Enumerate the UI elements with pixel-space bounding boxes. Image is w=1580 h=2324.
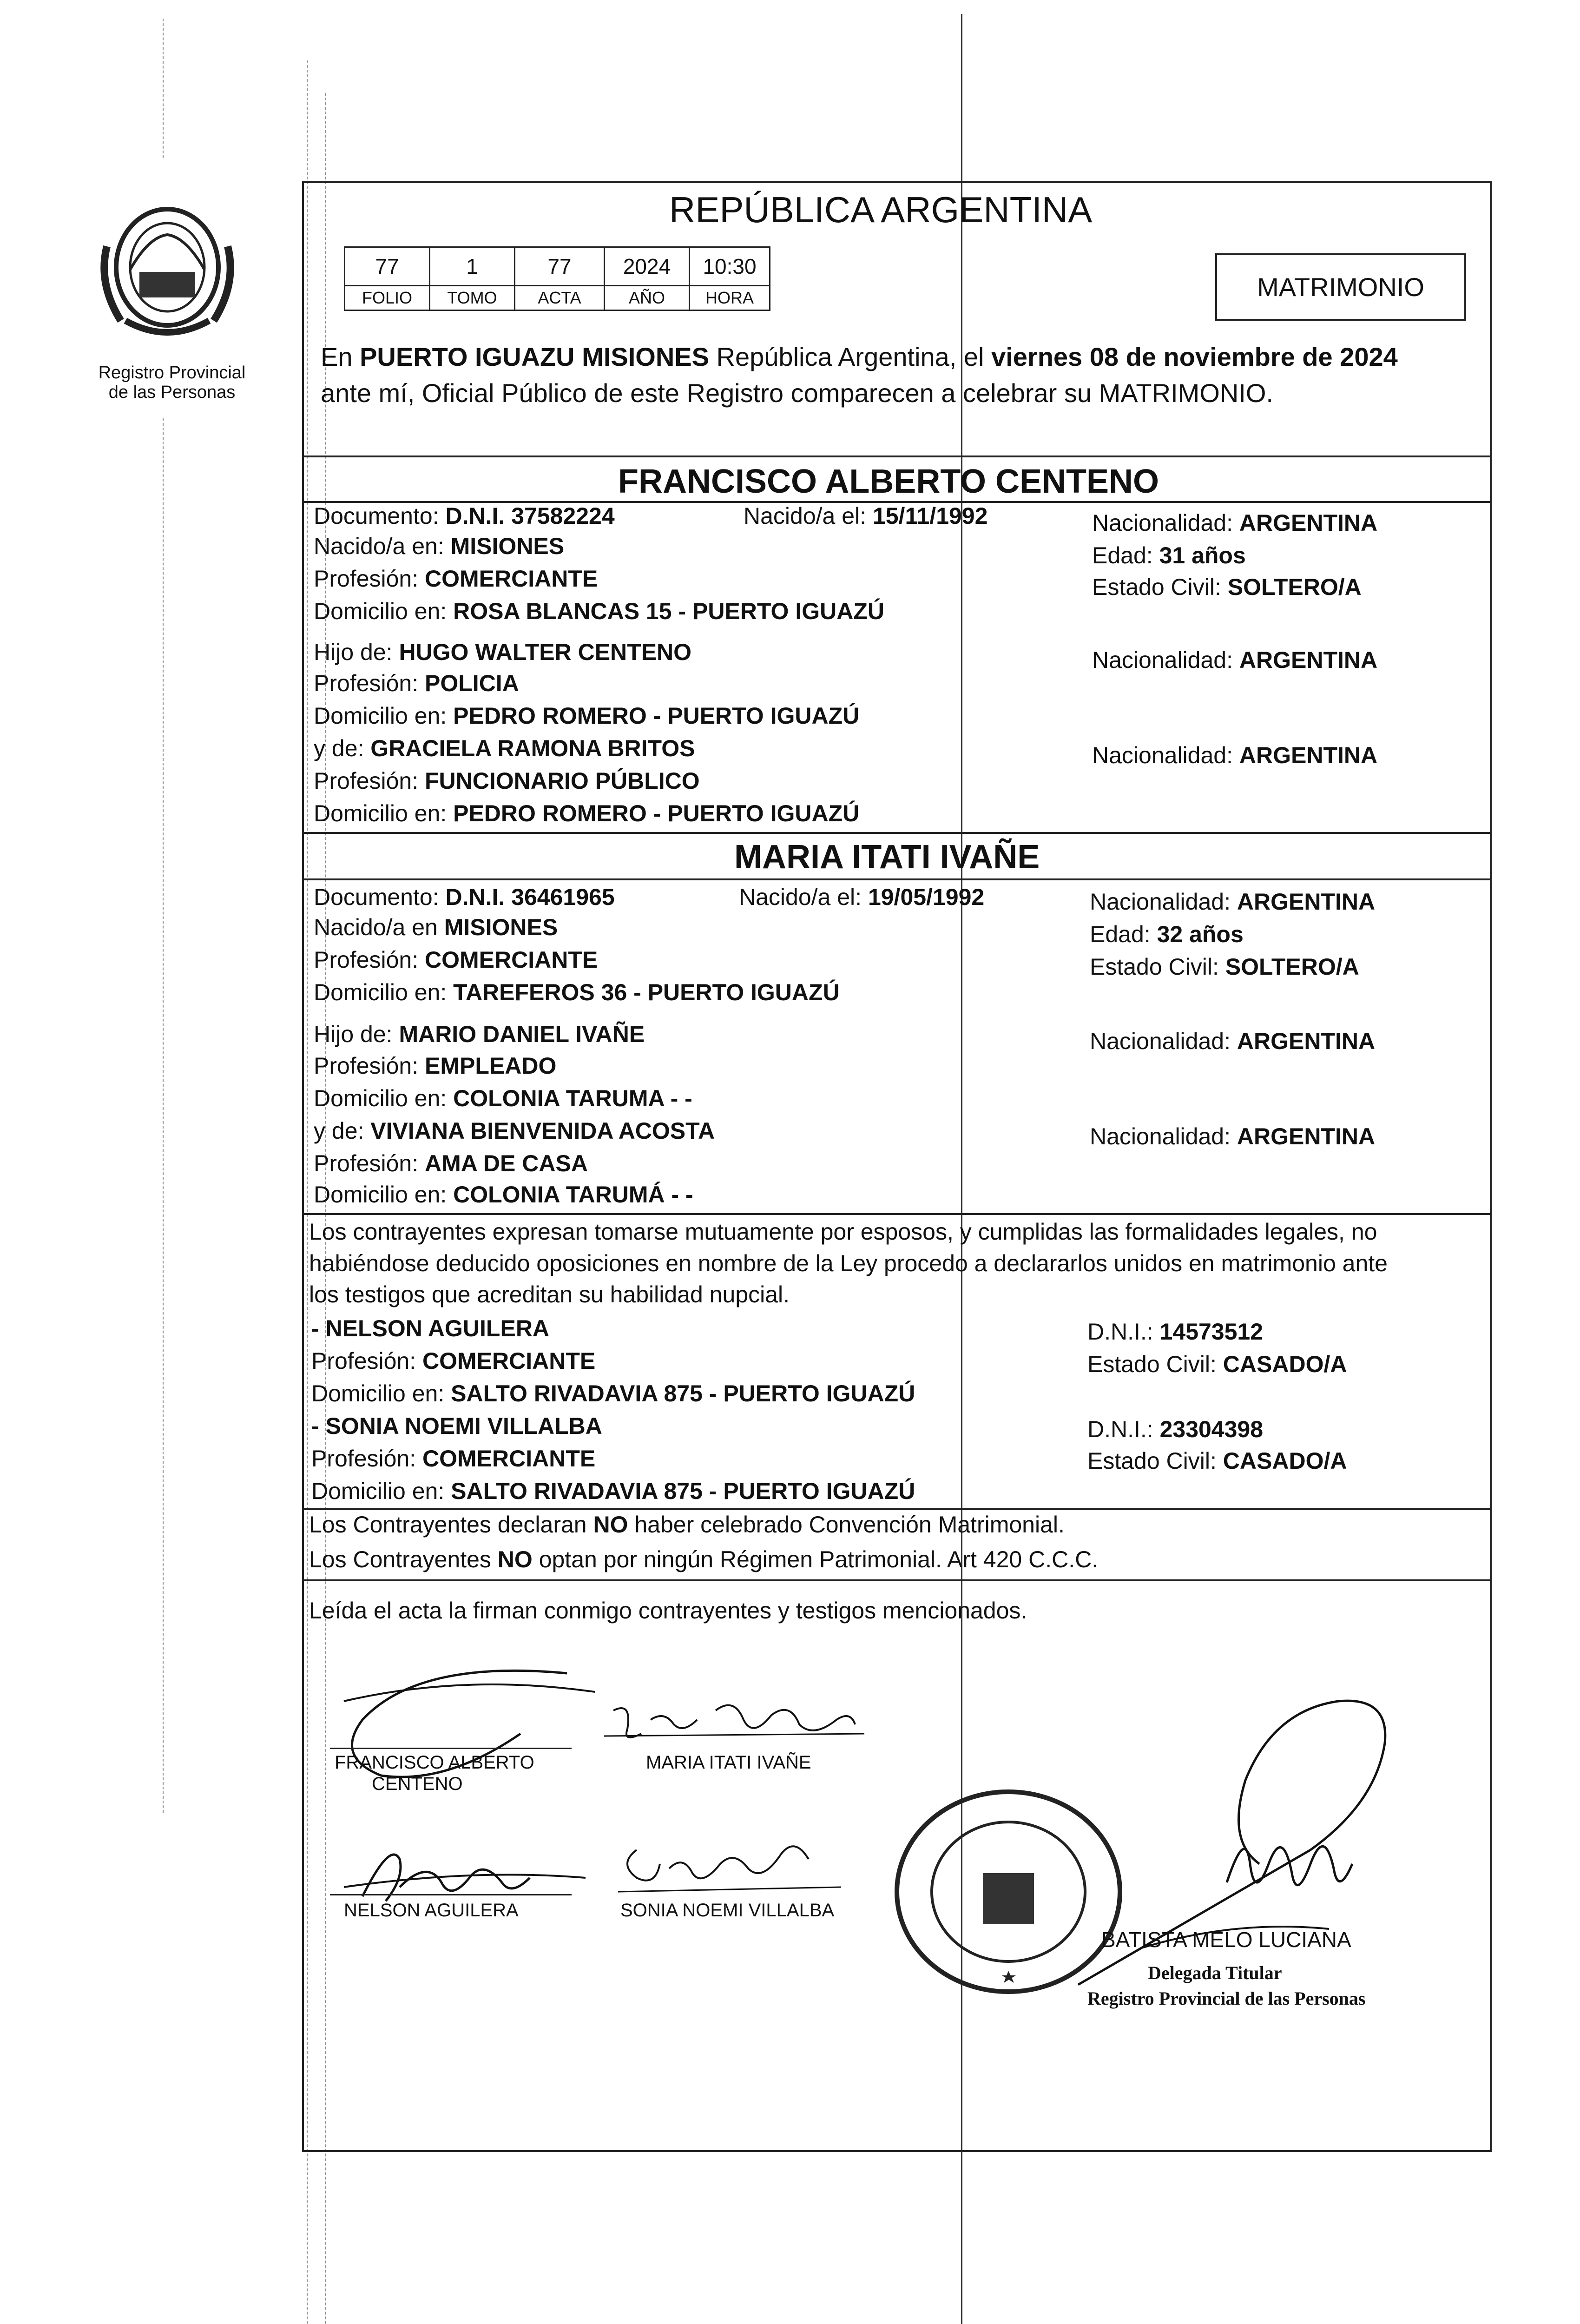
- witness-1-profession: [311, 1349, 595, 1373]
- field-label: Documento:: [314, 884, 446, 910]
- folio-label: FOLIO: [345, 286, 430, 310]
- field-value: 23304398: [1159, 1416, 1264, 1442]
- hora-value: 10:30: [690, 247, 770, 286]
- groom-signature-label-1: FRANCISCO ALBERTO: [335, 1752, 534, 1773]
- metadata-labels-row: [345, 286, 770, 310]
- field-label: y de:: [314, 1118, 371, 1144]
- witness-1-signature-line: [330, 1894, 572, 1895]
- field-label: Nacionalidad:: [1092, 742, 1239, 768]
- field-value: COMERCIANTE: [422, 1446, 596, 1472]
- field-value: ROSA BLANCAS 15 - PUERTO IGUAZÚ: [453, 598, 884, 624]
- field-label: Estado Civil:: [1087, 1351, 1223, 1377]
- field-label: y de:: [314, 735, 371, 761]
- field-value: D.N.I. 36461965: [445, 884, 615, 910]
- bride-birthplace: [314, 916, 558, 939]
- field-value: TAREFEROS 36 - PUERTO IGUAZÚ: [453, 979, 840, 1005]
- declaration-line-1: Los contrayentes expresan tomarse mutuamente por esposos, y cumplidas las formalidades legales, no: [309, 1219, 1377, 1245]
- field-value: 31 años: [1159, 542, 1246, 568]
- section-divider: [302, 1508, 1492, 1510]
- witness-2-signature: [609, 1827, 850, 1901]
- groom-signature: [325, 1664, 613, 1813]
- tomo-value: 1: [430, 247, 515, 286]
- bride-mother-profession: [314, 1152, 588, 1175]
- groom-birthdate: [744, 504, 988, 528]
- field-label: Edad:: [1090, 921, 1157, 947]
- bride-father-address: [314, 1087, 692, 1110]
- field-label: Domicilio en:: [311, 1478, 451, 1504]
- groom-father-profession: [314, 672, 519, 695]
- act-type-label: MATRIMONIO: [1257, 272, 1424, 302]
- intro-text: En: [321, 342, 360, 371]
- field-value: MISIONES: [450, 533, 565, 559]
- groom-civil-status: [1092, 575, 1362, 599]
- field-label: Domicilio en:: [314, 800, 454, 826]
- section-divider: [302, 832, 1492, 834]
- registry-label: [84, 363, 260, 403]
- field-label: Domicilio en:: [314, 1085, 454, 1111]
- field-label: Hijo de:: [314, 1021, 399, 1047]
- field-label: D.N.I.:: [1087, 1416, 1160, 1442]
- section-divider: [302, 1579, 1492, 1581]
- field-value: D.N.I. 37582224: [445, 503, 615, 529]
- bride-profession: [314, 948, 598, 971]
- field-label: Profesión:: [314, 1053, 425, 1079]
- field-label: Nacionalidad:: [1092, 647, 1239, 673]
- regime-text: Los Contrayentes declaran: [309, 1512, 593, 1538]
- field-label: Edad:: [1092, 542, 1159, 568]
- section-divider: [302, 456, 1492, 457]
- bride-father-nationality: [1090, 1030, 1375, 1053]
- field-label: Nacido/a en:: [314, 533, 451, 559]
- field-label: Documento:: [314, 503, 446, 529]
- field-label: Nacionalidad:: [1090, 1123, 1237, 1149]
- intro-date: viernes 08 de noviembre de 2024: [991, 342, 1398, 371]
- intro-line-1: [321, 344, 1398, 370]
- witness-2-profession: [311, 1447, 595, 1470]
- official-name: BATISTA MELO LUCIANA: [1101, 1928, 1351, 1952]
- field-value: COLONIA TARUMA - -: [453, 1085, 692, 1111]
- section-divider: [302, 1213, 1492, 1215]
- field-value: COMERCIANTE: [422, 1348, 596, 1374]
- groom-name: FRANCISCO ALBERTO CENTENO: [618, 463, 1159, 500]
- field-value: HUGO WALTER CENTENO: [399, 639, 692, 665]
- witness-2-signature-label: SONIA NOEMI VILLALBA: [620, 1900, 835, 1921]
- groom-father-nationality: [1092, 648, 1377, 672]
- groom-age: [1092, 544, 1246, 567]
- field-label: Profesión:: [314, 1150, 425, 1176]
- registry-label-line1: Registro Provincial: [98, 363, 246, 383]
- witness-1-civil-status: [1087, 1353, 1347, 1376]
- field-label: Profesión:: [311, 1348, 423, 1374]
- bride-father: [314, 1023, 645, 1046]
- field-value: SALTO RIVADAVIA 875 - PUERTO IGUAZÚ: [451, 1380, 915, 1406]
- field-label: Nacido/a en: [314, 914, 444, 940]
- field-value: 14573512: [1159, 1319, 1264, 1345]
- field-value: AMA DE CASA: [425, 1150, 588, 1176]
- bride-signature: [604, 1692, 864, 1748]
- official-title: Delegada Titular: [1148, 1962, 1282, 1983]
- field-value: ARGENTINA: [1239, 647, 1378, 673]
- groom-signature-label-2: CENTENO: [372, 1774, 463, 1794]
- field-label: Domicilio en:: [311, 1380, 451, 1406]
- witness-1-address: [311, 1382, 915, 1405]
- field-label: Nacionalidad:: [1092, 510, 1239, 536]
- metadata-values-row: [345, 247, 770, 286]
- field-value: 32 años: [1157, 921, 1244, 947]
- regime-text: optan por ningún Régimen Patrimonial. Art 420 C.C.C.: [532, 1546, 1099, 1572]
- intro-text: República Argentina, el: [709, 342, 992, 371]
- act-metadata-table: [344, 246, 770, 311]
- field-label: D.N.I.:: [1087, 1319, 1160, 1345]
- hora-label: HORA: [690, 286, 770, 310]
- field-label: Domicilio en:: [314, 703, 454, 729]
- registry-seal: [88, 191, 246, 353]
- witness-1-name: - NELSON AGUILERA: [311, 1315, 550, 1341]
- groom-profession: [314, 567, 598, 590]
- bride-father-profession: [314, 1054, 556, 1077]
- field-label: Estado Civil:: [1090, 954, 1225, 980]
- field-value: 19/05/1992: [868, 884, 985, 910]
- witness-2-civil-status: [1087, 1449, 1347, 1472]
- bride-birthdate: [739, 885, 984, 909]
- field-label: Nacido/a el:: [739, 884, 868, 910]
- field-value: ARGENTINA: [1237, 1123, 1376, 1149]
- bride-mother-address: [314, 1183, 693, 1206]
- groom-birthplace: [314, 535, 564, 558]
- groom-mother-profession: [314, 769, 700, 792]
- regime-text: haber celebrado Convención Matrimonial.: [628, 1512, 1065, 1538]
- bride-nationality: [1090, 890, 1375, 913]
- field-value: POLICIA: [425, 670, 519, 696]
- field-value: PEDRO ROMERO - PUERTO IGUAZÚ: [453, 800, 860, 826]
- intro-line-2: ante mí, Oficial Público de este Registro comparecen a celebrar su MATRIMONIO.: [321, 378, 1273, 408]
- field-value: EMPLEADO: [425, 1053, 557, 1079]
- scan-artifact-line: [163, 418, 164, 1813]
- folio-value: 77: [345, 247, 430, 286]
- field-label: Profesión:: [314, 670, 425, 696]
- declaration-line-3: los testigos que acreditan su habilidad nupcial.: [309, 1281, 790, 1307]
- groom-mother: [314, 737, 695, 760]
- field-value: CASADO/A: [1223, 1351, 1347, 1377]
- field-value: VIVIANA BIENVENIDA ACOSTA: [370, 1118, 715, 1144]
- field-label: Estado Civil:: [1092, 574, 1228, 600]
- field-value: 15/11/1992: [872, 503, 988, 529]
- field-value: ARGENTINA: [1239, 742, 1378, 768]
- field-label: Domicilio en:: [314, 1182, 454, 1208]
- field-label: Profesión:: [314, 947, 425, 973]
- witness-2-dni: [1087, 1418, 1263, 1441]
- field-label: Domicilio en:: [314, 598, 454, 624]
- page-title: REPÚBLICA ARGENTINA: [669, 189, 1093, 230]
- field-value: ARGENTINA: [1237, 1028, 1376, 1054]
- bride-age: [1090, 923, 1244, 946]
- field-value: ARGENTINA: [1239, 510, 1378, 536]
- ano-label: AÑO: [605, 286, 690, 310]
- field-label: Nacionalidad:: [1090, 889, 1237, 915]
- groom-signature-line: [330, 1748, 572, 1749]
- regime-line-1: [309, 1513, 1065, 1536]
- acta-value: 77: [515, 247, 605, 286]
- field-value: SALTO RIVADAVIA 875 - PUERTO IGUAZÚ: [451, 1478, 915, 1504]
- tomo-label: TOMO: [430, 286, 515, 310]
- bride-name: MARIA ITATI IVAÑE: [734, 838, 1040, 876]
- field-value: MARIO DANIEL IVAÑE: [399, 1021, 645, 1047]
- field-label: Nacionalidad:: [1090, 1028, 1237, 1054]
- groom-nationality: [1092, 511, 1377, 535]
- section-divider: [302, 878, 1492, 880]
- bride-civil-status: [1090, 955, 1359, 978]
- bride-signature-label: MARIA ITATI IVAÑE: [646, 1752, 811, 1773]
- groom-address: [314, 600, 884, 623]
- witness-1-dni: [1087, 1320, 1263, 1343]
- regime-line-2: [309, 1548, 1098, 1571]
- scan-artifact-line: [163, 19, 164, 158]
- bride-mother: [314, 1119, 715, 1142]
- field-label: Hijo de:: [314, 639, 399, 665]
- groom-document: [314, 504, 615, 528]
- witness-1-signature-label: NELSON AGUILERA: [344, 1900, 519, 1921]
- field-value: ARGENTINA: [1237, 889, 1376, 915]
- field-label: Domicilio en:: [314, 979, 454, 1005]
- field-label: Nacido/a el:: [744, 503, 873, 529]
- groom-mother-nationality: [1092, 744, 1377, 767]
- field-label: Estado Civil:: [1087, 1448, 1223, 1474]
- field-value: SOLTERO/A: [1225, 954, 1359, 980]
- groom-father: [314, 640, 691, 664]
- field-value: GRACIELA RAMONA BRITOS: [370, 735, 695, 761]
- witness-2-name: - SONIA NOEMI VILLALBA: [311, 1413, 602, 1439]
- acta-label: ACTA: [515, 286, 605, 310]
- regime-emphasis: NO: [593, 1512, 628, 1538]
- field-label: Profesión:: [314, 566, 425, 592]
- intro-place: PUERTO IGUAZU MISIONES: [360, 342, 709, 371]
- bride-address: [314, 981, 840, 1004]
- field-value: CASADO/A: [1223, 1448, 1347, 1474]
- act-type-box: [1215, 253, 1466, 321]
- field-label: Profesión:: [314, 768, 425, 794]
- witness-2-address: [311, 1479, 915, 1503]
- official-office: Registro Provincial de las Personas: [1087, 1988, 1366, 2009]
- declaration-line-2: habiéndose deducido oposiciones en nombre de la Ley procedo a declararlos unidos en matrimonio ante: [309, 1250, 1388, 1276]
- field-value: MISIONES: [444, 914, 558, 940]
- groom-father-address: [314, 704, 859, 727]
- field-value: SOLTERO/A: [1227, 574, 1362, 600]
- groom-mother-address: [314, 802, 859, 825]
- field-value: PEDRO ROMERO - PUERTO IGUAZÚ: [453, 703, 860, 729]
- field-value: FUNCIONARIO PÚBLICO: [425, 768, 700, 794]
- registry-label-line2: de las Personas: [108, 382, 236, 402]
- field-label: Profesión:: [311, 1446, 423, 1472]
- field-value: COLONIA TARUMÁ - -: [453, 1182, 693, 1208]
- bride-document: [314, 885, 615, 909]
- bride-mother-nationality: [1090, 1125, 1375, 1148]
- field-value: COMERCIANTE: [425, 947, 598, 973]
- closing-text: Leída el acta la firman conmigo contrayentes y testigos mencionados.: [309, 1598, 1027, 1624]
- ano-value: 2024: [605, 247, 690, 286]
- regime-emphasis: NO: [497, 1546, 533, 1572]
- regime-text: Los Contrayentes: [309, 1546, 498, 1572]
- field-value: COMERCIANTE: [425, 566, 598, 592]
